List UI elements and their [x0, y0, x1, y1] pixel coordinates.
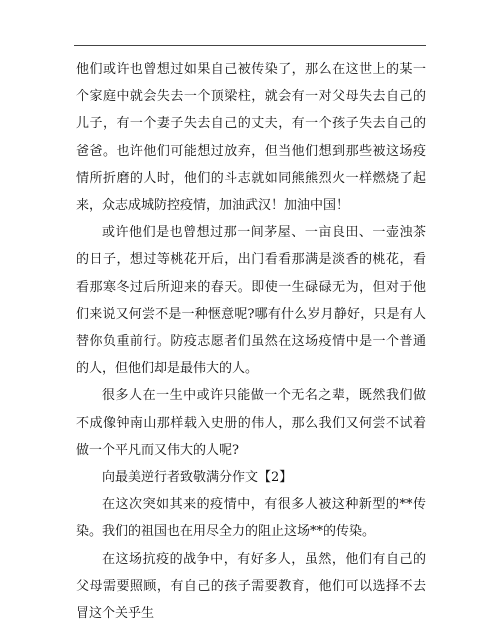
section-heading: 向最美逆行者致敬满分作文【2】 — [102, 470, 293, 486]
paragraph-5: 在这场抗疫的战争中，有好多人，虽然，他们有自己的父母需要照顾，有自己的孩子需要教育，他们可以选择不去冒这个关乎生 — [76, 551, 426, 622]
document-body — [76, 56, 426, 627]
header-rule — [74, 45, 426, 46]
paragraph-3: 很多人在一生中或许只能做一个无名之辈，既然我们做不成像钟南山那样载入史册的伟人，那么我们又何尝不试着做一个平凡而又伟大的人呢? — [76, 388, 426, 458]
paragraph-2: 或许他们是也曾想过那一间茅屋、一亩良田、一壶浊茶的日子，想过等桃花开后，出门看看那满是淡香的桃花，看看那寒冬过后所迎来的春天。即使一生碌碌无为，但对于他们来说又何尝不是一种惬意呢?哪有什么岁月静好，只是有人替你负重前行。防疫志愿者们虽然在这场疫情中是一个普通的人，但他们却是最伟大的人。 — [76, 225, 426, 377]
paragraph-1: 他们或许也曾想过如果自己被传染了，那么在这世上的某一个家庭中就会失去一个顶梁柱，就会有一对父母失去自己的儿子，有一个妻子失去自己的丈夫，有一个孩子失去自己的爸爸。也许他们可能想过放弃，但当他们想到那些被这场疫情所折磨的人时，他们的斗志就如同熊熊烈火一样燃烧了起来，众志成城防控疫情，加油武汉！加油中国！ — [76, 62, 426, 214]
paragraph-4: 在这次突如其来的疫情中，有很多人被这种新型的**传染。我们的祖国也在用尽全力的阻止这场**的传染。 — [76, 497, 426, 540]
